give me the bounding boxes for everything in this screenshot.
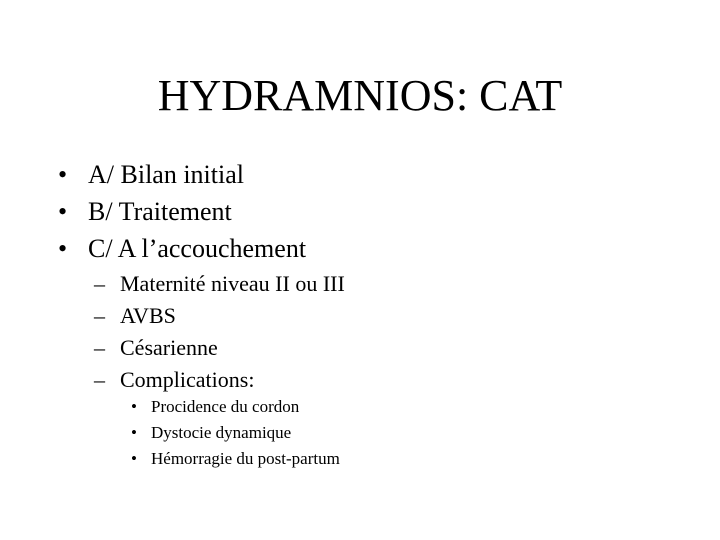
dash-marker: –	[94, 271, 105, 296]
dash-marker: –	[94, 367, 105, 392]
list-item-text: B/ Traitement	[88, 197, 232, 226]
list-item-text: C/ A l’accouchement	[88, 234, 307, 263]
sub-sub-list-item-text: Procidence du cordon	[151, 397, 300, 416]
sub-sub-list-item-text: Dystocie dynamique	[151, 423, 292, 442]
slide-title: HYDRAMNIOS: CAT	[157, 71, 563, 120]
bullet-marker: •	[131, 397, 137, 416]
sub-list-item-text: Complications:	[120, 367, 255, 392]
dash-marker: –	[94, 335, 105, 360]
bullet-marker: •	[58, 234, 68, 263]
dash-marker: –	[94, 303, 105, 328]
sub-list-item-text: AVBS	[120, 303, 176, 328]
bullet-marker: •	[58, 160, 68, 189]
bullet-marker: •	[131, 423, 137, 442]
sub-sub-list-item-text: Hémorragie du post-partum	[151, 449, 340, 468]
sub-list-item-text: Césarienne	[120, 335, 218, 360]
bullet-marker: •	[131, 449, 137, 468]
list-item-text: A/ Bilan initial	[88, 160, 244, 189]
bullet-marker: •	[58, 197, 68, 226]
sub-list-item-text: Maternité niveau II ou III	[120, 271, 345, 296]
